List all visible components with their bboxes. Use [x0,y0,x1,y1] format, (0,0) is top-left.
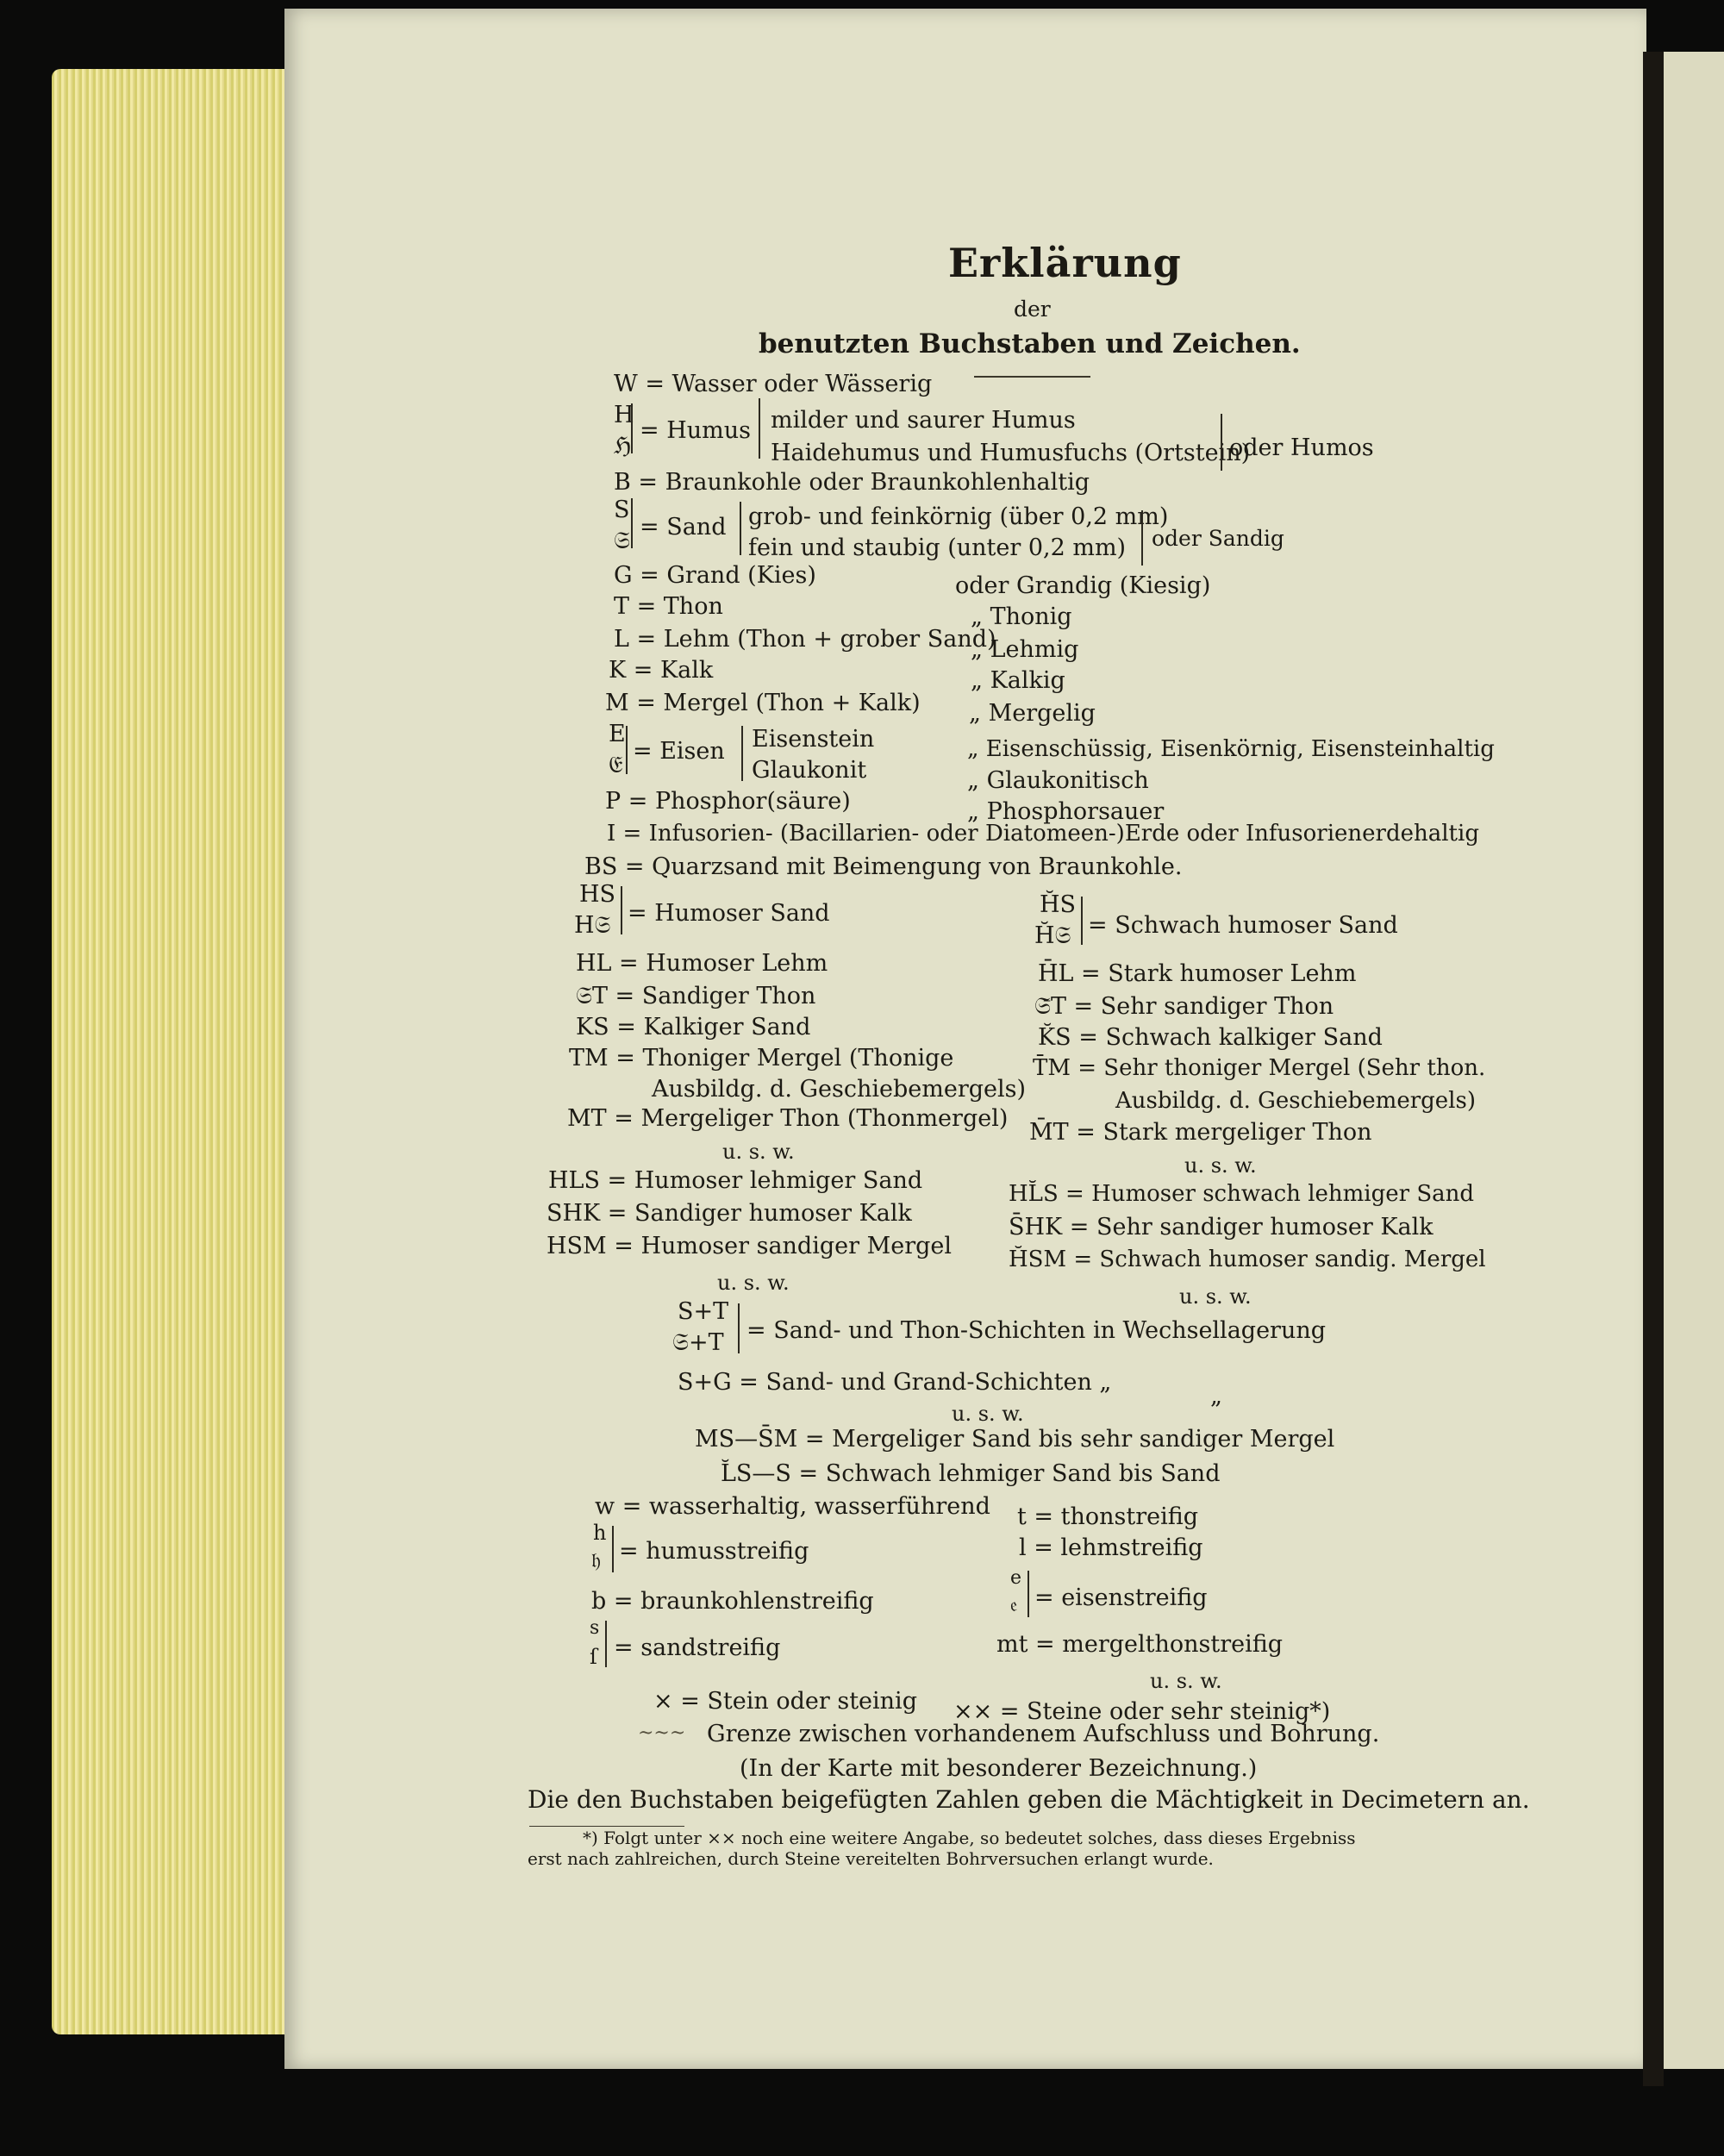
legend-g: G = Grand (Kies) [614,562,816,589]
brace [605,1621,607,1667]
combo-right-mt: M̄T = Stark mergeliger Thon [1029,1119,1372,1146]
footnote-rule [529,1826,684,1827]
combo-right-hs-text: = Schwach humoser Sand [1088,912,1398,939]
brace [1081,897,1083,945]
brace [631,498,633,548]
book-gutter [1643,52,1664,2086]
brace [1028,1571,1029,1617]
combo-right-hs-2: H̆𝔖 [1034,922,1071,949]
streifig-e-text: = eisenstreifig [1034,1584,1208,1611]
legend-p-right: „ Phosphorsauer [967,798,1165,825]
layer-st-1: S+T [678,1298,729,1325]
brace [759,398,760,459]
brace [631,403,633,453]
streifig-mt: mt = mergelthonstreifig [996,1631,1284,1658]
legend-sand-2: fein und staubig (unter 0,2 mm) [748,534,1127,561]
combo-right-hsm: H̆SM = Schwach humoser sandig. Mergel [1009,1247,1486,1272]
sign-karte: (In der Karte mit besonderer Bezeichnung.) [740,1755,1258,1782]
brace [1141,510,1143,566]
legend-e-symbol-alt: 𝔈 [609,752,623,778]
title-der: der [1014,297,1051,322]
streifig-s-2: ſ [590,1645,597,1669]
combo-right-st: 𝔖̄T = Sehr sandiger Thon [1034,993,1334,1020]
book-page-edges [52,69,293,2034]
legend-m-right: „ Mergelig [969,700,1096,727]
combo-left-hs-1: HS [579,881,616,908]
legend-eisen-1-right: „ Eisenschüssig, Eisenkörnig, Eisensteinhaltig [967,736,1495,762]
combo-left-st: 𝔖T = Sandiger Thon [576,983,816,1009]
combo-left-tm: TM = Thoniger Mergel (Thonige [569,1045,954,1072]
combo-right-hls: HL̆S = Humoser schwach lehmiger Sand [1009,1181,1475,1207]
combo-left-tm-2: Ausbildg. d. Geschiebemergels) [652,1076,1027,1103]
streifig-h-text: = humusstreifig [619,1538,809,1565]
legend-t: T = Thon [614,593,723,620]
legend-p: P = Phosphor(säure) [605,788,851,815]
brace [740,502,741,555]
combo-left-mt: MT = Mergeliger Thon (Thonmergel) [567,1105,1009,1132]
legend-l-right: „ Lehmig [971,636,1079,663]
facing-page-edge [1664,52,1724,2069]
layer-ms: MS—S̄M = Mergeliger Sand bis sehr sandiger Mergel [695,1426,1335,1453]
legend-h-symbol-alt: ℌ [614,433,632,459]
combo-left-usw-2: u. s. w. [717,1271,790,1295]
brace [1221,414,1222,471]
legend-s-symbol: S [614,497,630,523]
combo-right-tm-2: Ausbildg. d. Geschiebemergels) [1115,1088,1476,1114]
streifig-h-1: h [593,1521,607,1545]
legend-eisen-2-right: „ Glaukonitisch [967,767,1149,794]
legend-b: B = Braunkohle oder Braunkohlenhaltig [614,469,1090,496]
legend-eisen-2: Glaukonit [752,757,867,784]
legend-k: K = Kalk [609,657,714,684]
combo-left-hl: HL = Humoser Lehm [576,950,828,977]
brace [612,1526,614,1572]
legend-humus-1: milder und saurer Humus [771,407,1076,434]
streifig-e-2: 𝔢 [1010,1595,1018,1616]
legend-humus-oder: oder Humos [1229,434,1374,461]
legend-sand: = Sand [640,514,727,541]
streifig-s-1: s [590,1617,600,1639]
combo-left-hs-2: H𝔖 [574,912,611,939]
legend-k-right: „ Kalkig [971,667,1065,694]
legend-bs: BS = Quarzsand mit Beimengung von Braunkohle. [584,853,1183,880]
brace [626,726,628,774]
legend-w: W = Wasser oder Wässerig [614,371,933,397]
legend-g-right: oder Grandig (Kiesig) [955,572,1211,599]
combo-right-shk: S̄HK = Sehr sandiger humoser Kalk [1009,1214,1434,1240]
legend-m: M = Mergel (Thon + Kalk) [605,690,921,716]
legend-s-symbol-alt: 𝔖 [614,528,630,554]
combo-left-usw: u. s. w. [722,1140,795,1164]
streifig-w: w = wasserhaltig, wasserführend [595,1493,990,1520]
combo-right-tm: T̄M = Sehr thoniger Mergel (Sehr thon. [1033,1055,1486,1081]
streifig-t: t = thonstreifig [1017,1503,1199,1530]
brace [738,1303,740,1353]
brace [741,726,743,781]
streifig-l: l = lehmstreifig [1019,1534,1203,1561]
combo-left-hls: HLS = Humoser lehmiger Sand [548,1167,923,1194]
combo-left-shk: SHK = Sandiger humoser Kalk [547,1200,912,1227]
footnote-line-1: *) Folgt unter ×× noch eine weitere Angabe, so bedeutet solches, dass dieses Ergebniss [583,1828,1356,1848]
legend-t-right: „ Thonig [971,603,1072,630]
layer-st-text: = Sand- und Thon-Schichten in Wechsellagerung [746,1317,1327,1344]
streifig-b: b = braunkohlenstreifig [591,1588,874,1615]
combo-right-hs-1: H̆S [1040,891,1077,918]
combo-right-usw-2: u. s. w. [1179,1284,1252,1309]
legend-e-symbol: E [609,721,626,747]
legend-humus: = Humus [640,417,751,444]
footnote-line-2: erst nach zahlreichen, durch Steine vereitelten Bohrversuchen erlangt wurde. [528,1848,1214,1869]
sign-zahlen: Die den Buchstaben beigefügten Zahlen geben die Mächtigkeit in Decimetern an. [528,1785,1530,1814]
streifig-s-text: = sandstreifig [614,1634,781,1661]
legend-eisen: = Eisen [633,738,725,765]
title-rule [974,376,1090,378]
combo-left-hsm: HSM = Humoser sandiger Mergel [547,1233,953,1259]
legend-sand-oder: oder Sandig [1152,526,1284,551]
layer-usw: u. s. w. [952,1402,1024,1426]
sign-stein: × = Stein oder steinig [653,1688,917,1715]
sign-steine: ×× = Steine oder sehr steinig*) [953,1698,1331,1725]
legend-sand-1: grob- und feinkörnig (über 0,2 mm) [748,503,1169,530]
sign-grenze: Grenze zwischen vorhandenem Aufschluss und Bohrung. [707,1721,1380,1747]
legend-i: I = Infusorien- (Bacillarien- oder Diatomeen-)Erde oder Infusorienerdehaltig [607,821,1479,847]
layer-sg-ditto: „ [1210,1383,1222,1409]
streifig-e-1: e [1010,1567,1022,1589]
page-title: Erklärung [948,240,1182,286]
legend-h-symbol: H [614,402,634,428]
combo-right-hl: H̄L = Stark humoser Lehm [1038,960,1357,987]
layer-st-2: 𝔖+T [672,1329,724,1356]
combo-right-ks: K̆S = Schwach kalkiger Sand [1038,1024,1383,1051]
streifig-usw: u. s. w. [1150,1669,1222,1693]
page-subtitle: benutzten Buchstaben und Zeichen. [759,328,1301,359]
layer-sg: S+G = Sand- und Grand-Schichten „ [678,1369,1112,1396]
brace [621,886,622,934]
legend-l: L = Lehm (Thon + grober Sand) [614,626,996,653]
layer-ls: L̆S—S = Schwach lehmiger Sand bis Sand [721,1460,1221,1487]
combo-right-usw: u. s. w. [1184,1153,1257,1178]
legend-humus-2: Haidehumus und Humusfuchs (Ortstein) [771,440,1251,466]
combo-left-ks: KS = Kalkiger Sand [576,1014,811,1041]
combo-left-hs-text: = Humoser Sand [628,900,830,927]
legend-eisen-1: Eisenstein [752,726,875,753]
streifig-h-2: 𝔥 [591,1548,601,1572]
sign-wave: ~~~ [638,1722,686,1744]
